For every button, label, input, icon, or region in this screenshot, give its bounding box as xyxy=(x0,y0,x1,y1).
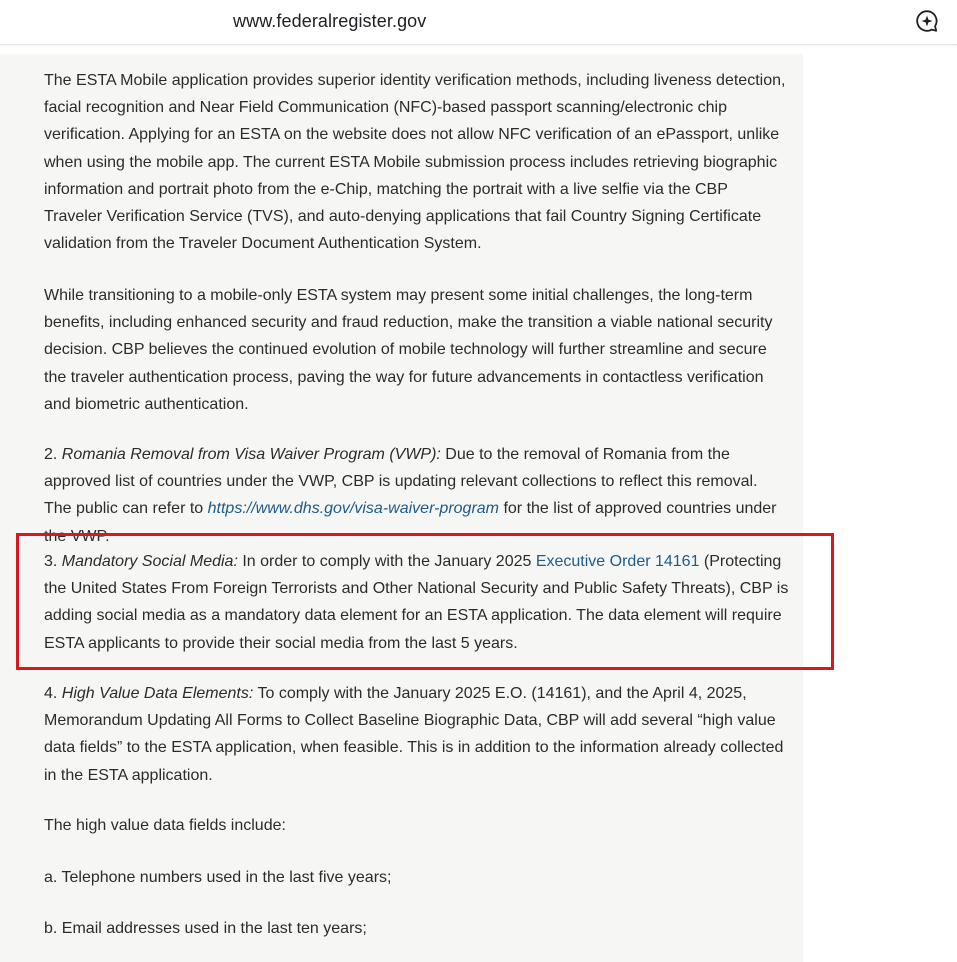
item-number: 3. xyxy=(44,553,62,570)
article-panel xyxy=(0,54,803,962)
address-bar[interactable] xyxy=(0,0,952,42)
dhs-vwp-link[interactable]: https://www.dhs.gov/visa-waiver-program xyxy=(207,500,500,518)
item-text: Due to the removal of Romania from the approved list of countries under the VWP, CBP is updating relevant collections to reflect this removal. The public can refer to xyxy=(44,446,758,518)
item-number: 2. xyxy=(44,446,62,463)
paragraph-esta-mobile: The ESTA Mobile application provides superior identity verification methods, including liveness detection, facial recognition and Near Field Communication (NFC)-based passport scanning/electronic chip verification. Applying for an ESTA on the website does not allow NFC verification of an ePassport, unlike when using the mobile app. The current ESTA Mobile submission process includes retrieving biographic information and portrait photo from the e-Chip, matching the portrait with a live selfie via the CBP Traveler Verification Service (TVS), and auto-denying applications that fail Country Signing Certificate validation from the Traveler Document Authentication System. xyxy=(44,72,786,253)
list-item-telephone: a. Telephone numbers used in the last five years; xyxy=(44,869,392,886)
item-number: 4. xyxy=(44,685,62,702)
paragraph-mobile-transition: While transitioning to a mobile-only ESTA system may present some initial challenges, the long-term benefits, including enhanced security and fraud reduction, make the transition a viable national security decision. CBP believes the continued evolution of mobile technology will further streamline and secure the traveler authentication process, paving the way for future advancements in contactless verification and biometric authentication. xyxy=(44,287,773,413)
item-high-value-data xyxy=(44,680,789,789)
list-item-email: b. Email addresses used in the last ten years; xyxy=(44,920,367,937)
item-title: High Value Data Elements: xyxy=(61,685,254,702)
item-text: (Protecting the United States From Foreign Terrorists and Other National Security and Public Safety Threats), CBP is adding social media as a mandatory data element for an ESTA application. The data element will require ESTA applicants to provide their social media from the last 5 years. xyxy=(44,553,789,652)
paragraph-fields-intro: The high value data fields include: xyxy=(44,817,286,834)
item-title: Romania Removal from Visa Waiver Program (VWP): xyxy=(61,446,441,463)
sparkle-chat-icon[interactable] xyxy=(915,9,939,33)
browser-toolbar xyxy=(0,0,957,45)
url-text[interactable]: www.federalregister.gov xyxy=(233,11,427,31)
item-text: for the list of approved countries under the VWP. xyxy=(44,500,777,545)
executive-order-link[interactable]: Executive Order 14161 xyxy=(535,553,700,570)
item-mandatory-social-media xyxy=(44,548,789,657)
item-text: To comply with the January 2025 E.O. (14161), and the April 4, 2025, Memorandum Updating All Forms to Collect Baseline Biographic Data, CBP will add several “high value data fields” to the ESTA application, when feasible. This is in addition to the information already collected in the ESTA application. xyxy=(44,685,784,784)
item-romania-removal xyxy=(44,441,789,550)
item-title: Mandatory Social Media: xyxy=(61,553,238,570)
item-text: In order to comply with the January 2025 xyxy=(237,553,536,570)
